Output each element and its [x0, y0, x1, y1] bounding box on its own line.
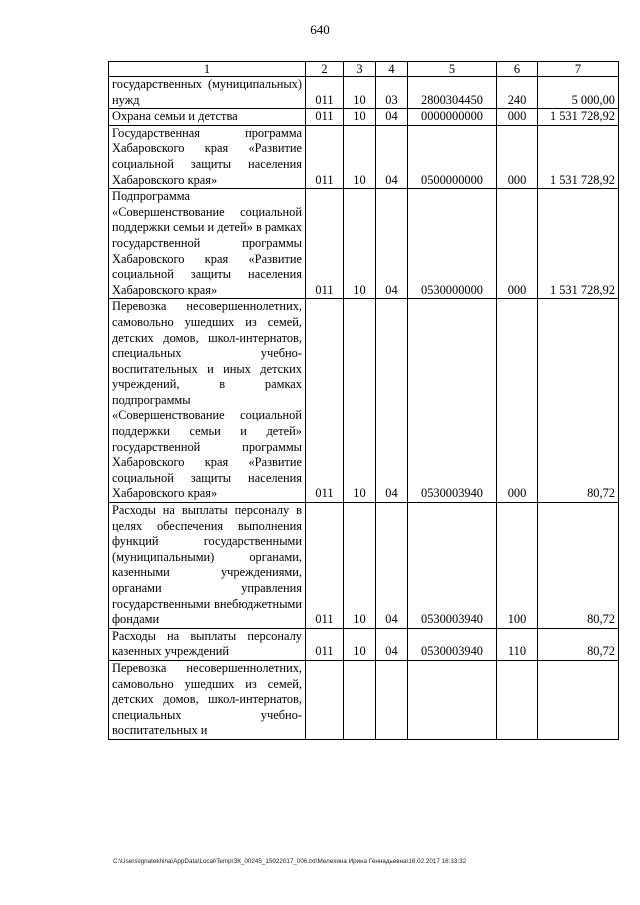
row-col-6: 000	[497, 125, 538, 188]
row-col-2: 011	[306, 299, 344, 503]
row-col-2: 011	[306, 628, 344, 660]
row-col-4: 04	[376, 299, 408, 503]
row-col-7: 80,72	[538, 299, 619, 503]
table-row	[109, 189, 619, 299]
row-col-7: 1 531 728,92	[538, 109, 619, 126]
table-row	[109, 628, 619, 660]
row-col-4: 04	[376, 189, 408, 299]
row-col-6: 110	[497, 628, 538, 660]
row-col-3: 10	[344, 299, 376, 503]
row-col-3: 10	[344, 503, 376, 629]
header-col-1: 1	[109, 62, 306, 77]
row-col-4: 04	[376, 109, 408, 126]
row-col-3: 10	[344, 77, 376, 109]
row-col-7	[538, 660, 619, 739]
row-col-2: 011	[306, 77, 344, 109]
table-row	[109, 109, 619, 126]
header-col-7: 7	[538, 62, 619, 77]
row-col-2: 011	[306, 189, 344, 299]
row-col-4	[376, 660, 408, 739]
row-name: государственных (муниципальных) нужд	[109, 77, 306, 109]
table-row	[109, 299, 619, 503]
row-col-2: 011	[306, 503, 344, 629]
row-col-5	[408, 660, 497, 739]
row-col-6: 000	[497, 189, 538, 299]
table-row	[109, 503, 619, 629]
row-col-5: 0500000000	[408, 125, 497, 188]
row-col-7: 1 531 728,92	[538, 189, 619, 299]
row-col-7: 80,72	[538, 503, 619, 629]
row-col-5: 2800304450	[408, 77, 497, 109]
row-name: Государственная программа Хабаровского края «Развитие социальной защиты населения Хабаровского края»	[109, 125, 306, 188]
header-col-3: 3	[344, 62, 376, 77]
header-col-5: 5	[408, 62, 497, 77]
row-col-2: 011	[306, 125, 344, 188]
row-col-5: 0530003940	[408, 299, 497, 503]
table-row	[109, 125, 619, 188]
header-col-4: 4	[376, 62, 408, 77]
row-name: Охрана семьи и детства	[109, 109, 306, 126]
table-row	[109, 660, 619, 739]
row-col-3: 10	[344, 125, 376, 188]
page-number: 640	[310, 22, 330, 37]
row-col-3: 10	[344, 189, 376, 299]
row-name: Перевозка несовершеннолетних, самовольно ушедших из семей, детских домов, школ-интернатов, специальных учебно-воспитательных и	[109, 660, 306, 739]
row-name: Расходы на выплаты персоналу в целях обеспечения выполнения функций государственными (муниципальными) органами, казенными учреждениями, органами управления государственными внебюджетными фондами	[109, 503, 306, 629]
row-col-5: 0000000000	[408, 109, 497, 126]
header-row	[109, 62, 619, 77]
row-col-6: 240	[497, 77, 538, 109]
row-col-7: 1 531 728,92	[538, 125, 619, 188]
row-col-3	[344, 660, 376, 739]
table-row	[109, 77, 619, 109]
row-col-5: 0530000000	[408, 189, 497, 299]
row-col-7: 80,72	[538, 628, 619, 660]
row-name: Подпрограмма «Совершенствование социальной поддержки семьи и детей» в рамках государственной программы Хабаровского края «Развитие социальной защиты населения Хабаровского края»	[109, 189, 306, 299]
row-col-6: 000	[497, 299, 538, 503]
row-col-6: 000	[497, 109, 538, 126]
row-col-2	[306, 660, 344, 739]
row-col-2: 011	[306, 109, 344, 126]
row-col-6: 100	[497, 503, 538, 629]
row-col-5: 0530003940	[408, 503, 497, 629]
row-col-6	[497, 660, 538, 739]
header-col-6: 6	[497, 62, 538, 77]
row-col-5: 0530003940	[408, 628, 497, 660]
row-col-4: 04	[376, 503, 408, 629]
row-name: Расходы на выплаты персоналу казенных учреждений	[109, 628, 306, 660]
footer-file-path: C:\Users\ignatekhina\AppData\Local\Temp\ЗК_00245_15022017_006.txt\Мелехина Ирина Геннадьевна\16.02.2017 16:33:32	[113, 858, 467, 865]
row-col-7: 5 000,00	[538, 77, 619, 109]
row-col-4: 04	[376, 125, 408, 188]
header-col-2: 2	[306, 62, 344, 77]
row-col-4: 03	[376, 77, 408, 109]
row-name: Перевозка несовершеннолетних, самовольно ушедших из семей, детских домов, школ-интернатов, специальных учебно-воспитательных и иных детских учреждений, в рамках подпрограммы «Совершенствование социальной поддержки семьи и детей» государственной программы Хабаровского края «Развитие социальной защиты населения Хабаровского края»	[109, 299, 306, 503]
row-col-3: 10	[344, 628, 376, 660]
row-col-4: 04	[376, 628, 408, 660]
row-col-3: 10	[344, 109, 376, 126]
budget-table	[108, 61, 619, 740]
